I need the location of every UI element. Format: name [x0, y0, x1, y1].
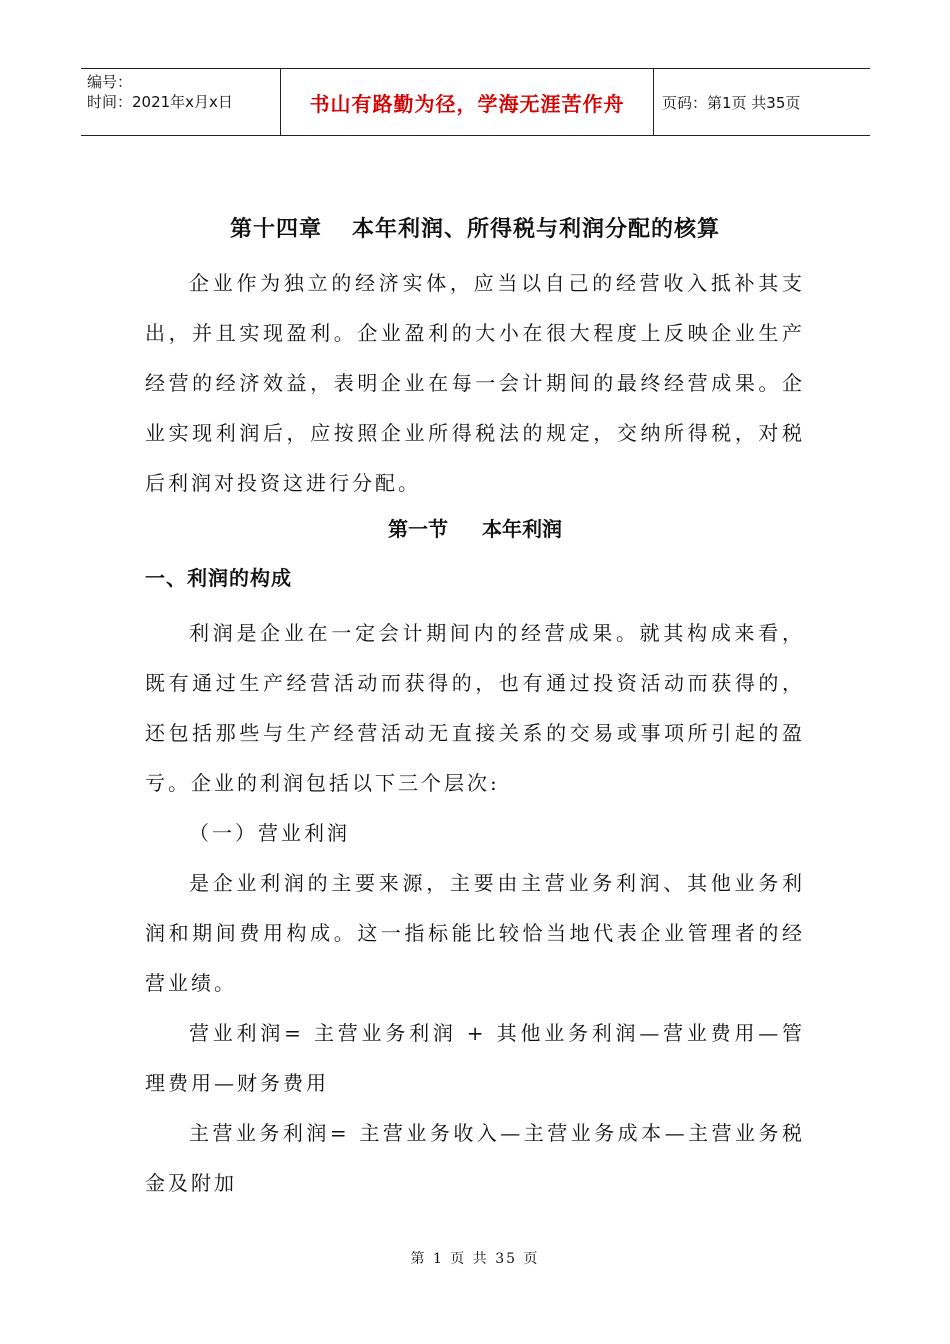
formula-operating-profit: 营业利润= 主营业务利润 + 其他业务利润—营业费用—管理费用—财务费用: [145, 1021, 805, 1095]
document-header: [81, 68, 870, 136]
header-motto-cell: [281, 69, 654, 135]
formula-main-business-profit: 主营业务利润= 主营业务收入—主营业务成本—主营业务税金及附加: [145, 1121, 805, 1195]
section-title: [0, 513, 950, 542]
chapter-name: 本年利润、所得税与利润分配的核算: [352, 217, 721, 242]
page-label: 页码：第1页 共35页: [662, 93, 801, 112]
section-name: 本年利润: [482, 517, 562, 541]
intro-block: [145, 258, 805, 508]
chapter-number: 第十四章: [229, 217, 322, 242]
paragraph-operating-profit: 是企业利润的主要来源，主要由主营业务利润、其他业务利润和期间费用构成。这一指标能比较恰当地代表企业管理者的经营业绩。: [145, 871, 805, 995]
time-label: 时间：2021年x月x日: [87, 93, 233, 111]
page-footer: 第 1 页 共 35 页: [410, 1251, 540, 1267]
intro-paragraph: 企业作为独立的经济实体，应当以自己的经营收入抵补其支出，并且实现盈利。企业盈利的大小在很大程度上反映企业生产经营的经济效益，表明企业在每一会计期间的最终经营成果。企业实现利润后，应按照企业所得税法的规定，交纳所得税，对税后利润对投资这进行分配。: [145, 271, 805, 495]
subheading: 一、利润的构成: [145, 566, 292, 590]
main-body: [145, 608, 805, 1208]
header-page-cell: [654, 69, 870, 135]
paragraph-profit: 利润是企业在一定会计期间内的经营成果。就其构成来看，既有通过生产经营活动而获得的，也有通过投资活动而获得的，还包括那些与生产经营活动无直接关系的交易或事项所引起的盈亏。企业的利润包括以下三个层次:: [145, 621, 805, 795]
header-meta: [81, 69, 281, 135]
section-number: 第一节: [388, 517, 448, 541]
chapter-title: [0, 212, 950, 243]
sub-item-heading: （一）营业利润: [189, 821, 350, 845]
number-label: 编号：: [87, 73, 133, 91]
motto-text: 书山有路勤为径，学海无涯苦作舟: [309, 91, 625, 116]
